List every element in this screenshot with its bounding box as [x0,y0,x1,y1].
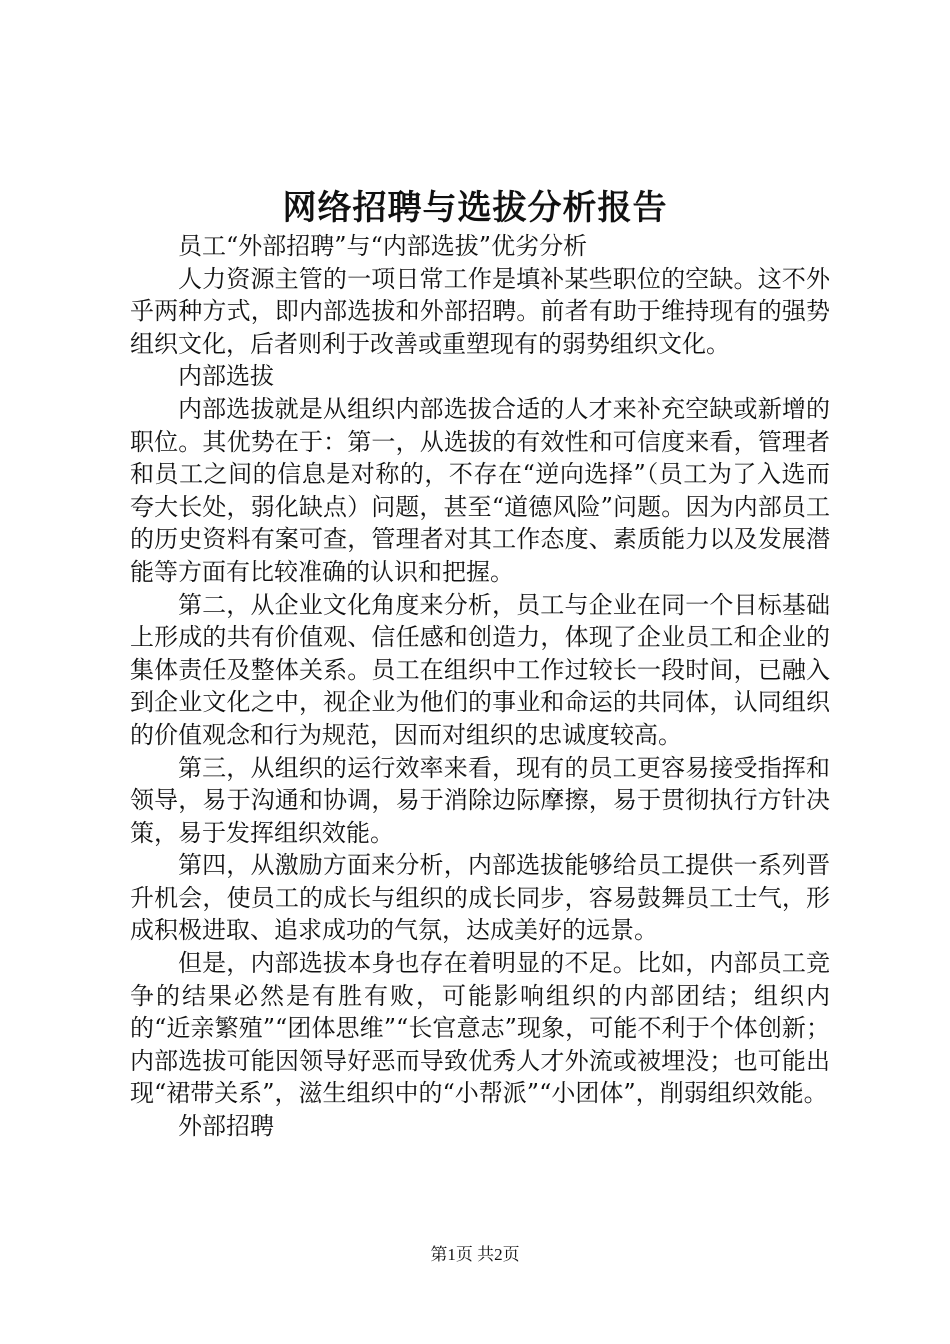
paragraph-internal-second: 第二，从企业文化角度来分析，员工与企业在同一个目标基础上形成的共有价值观、信任感和创造力，体现了企业员工和企业的集体责任及整体关系。员工在组织中工作过较长一段时间，已融入到企业文化之中，视企业为他们的事业和命运的共同体，认同组织的价值观念和行为规范，因而对组织的忠诚度较高。 [130,590,830,749]
paragraph-internal-fourth: 第四，从激励方面来分析，内部选拔能够给员工提供一系列晋升机会，使员工的成长与组织的成长同步，容易鼓舞员工士气，形成积极进取、追求成功的气氛，达成美好的远景。 [130,851,830,945]
paragraph-internal-drawbacks: 但是，内部选拔本身也存在着明显的不足。比如，内部员工竞争的结果必然是有胜有败，可能影响组织的内部团结；组织内的“近亲繁殖”“团体思维”“长官意志”现象，可能不利于个体创新；内部选拔可能因领导好恶而导致优秀人才外流或被埋没；也可能出现“裙带关系”，滋生组织中的“小帮派”“小团体”，削弱组织效能。 [130,949,830,1108]
paragraph-internal-third: 第三，从组织的运行效率来看，现有的员工更容易接受指挥和领导，易于沟通和协调，易于消除边际摩擦，易于贯彻执行方针决策，易于发挥组织效能。 [130,753,830,847]
document-title: 网络招聘与选拔分析报告 [282,188,668,228]
section-heading-internal: 内部选拔 [178,362,274,391]
page-footer: 第1页 共2页 [430,1245,520,1264]
section-heading-external: 外部招聘 [178,1112,274,1141]
paragraph-intro: 人力资源主管的一项日常工作是填补某些职位的空缺。这不外乎两种方式，即内部选拔和外部招聘。前者有助于维持现有的强势组织文化，后者则利于改善或重塑现有的弱势组织文化。 [130,264,830,358]
paragraph-subtitle: 员工“外部招聘”与“内部选拔”优劣分析 [178,232,588,260]
document-body [130,230,830,1143]
paragraph-internal-first: 内部选拔就是从组织内部选拔合适的人才来补充空缺或新增的职位。其优势在于：第一，从选拔的有效性和可信度来看，管理者和员工之间的信息是对称的，不存在“逆向选择”（员工为了入选而夸大长处，弱化缺点）问题，甚至“道德风险”问题。因为内部员工的历史资料有案可查，管理者对其工作态度、素质能力以及发展潜能等方面有比较准确的认识和把握。 [130,394,830,586]
